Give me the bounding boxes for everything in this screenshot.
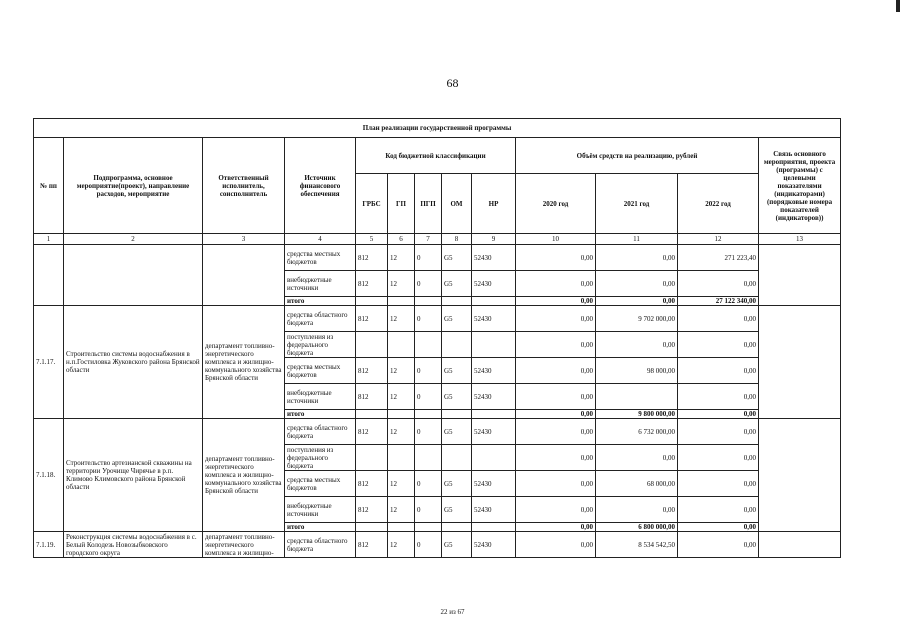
- amount-2021: 0,00: [596, 445, 678, 471]
- header-grbs: ГРБС: [356, 174, 388, 234]
- empty-code: [356, 410, 388, 419]
- grbs-code: 812: [356, 271, 388, 297]
- amount-2021: 98 000,00: [596, 358, 678, 384]
- amount-2021: 0,00: [596, 332, 678, 358]
- header-volume: Объём средств на реализацию, рублей: [516, 138, 759, 174]
- header-2022: 2022 год: [678, 174, 759, 234]
- nr-code: 52430: [472, 419, 516, 445]
- item-executor: департамент топливно-энергетического комплекса и жилищно-коммунального хозяйства Брянской области: [203, 419, 285, 532]
- col-number: 11: [596, 234, 678, 245]
- col-number: 2: [64, 234, 203, 245]
- total-2022: 0,00: [678, 410, 759, 419]
- grbs-code: 812: [356, 358, 388, 384]
- funding-source: средства областного бюджета: [285, 306, 356, 332]
- table-row: [34, 419, 841, 445]
- gp-code: [388, 332, 415, 358]
- item-name: Строительство артезианской скважины на территории Урочище Чирячье в р.п. Климово Климовского района Брянской области: [64, 419, 203, 532]
- header-2020: 2020 год: [516, 174, 596, 234]
- amount-2022: 0,00: [678, 419, 759, 445]
- table-row: [34, 532, 841, 558]
- amount-2022: 0,00: [678, 271, 759, 297]
- pgp-code: [415, 332, 442, 358]
- empty-code: [415, 297, 442, 306]
- amount-2020: 0,00: [516, 532, 596, 558]
- amount-2021: 68 000,00: [596, 471, 678, 497]
- col-number: 13: [759, 234, 841, 245]
- nr-code: [472, 445, 516, 471]
- amount-2021: 0,00: [596, 497, 678, 523]
- item-executor: департамент топливно-энергетического комплекса и жилищно-: [203, 532, 285, 558]
- funding-source: внебюджетные источники: [285, 497, 356, 523]
- total-2022: 0,00: [678, 523, 759, 532]
- link-cell: [759, 306, 841, 419]
- header-gp: ГП: [388, 174, 415, 234]
- om-code: G5: [442, 497, 472, 523]
- col-number: 3: [203, 234, 285, 245]
- amount-2020: 0,00: [516, 358, 596, 384]
- header-budget-code: Код бюджетной классификации: [356, 138, 516, 174]
- nr-code: 52430: [472, 306, 516, 332]
- funding-source: средства областного бюджета: [285, 419, 356, 445]
- empty-code: [388, 523, 415, 532]
- amount-2021: 8 534 542,50: [596, 532, 678, 558]
- pgp-code: [415, 445, 442, 471]
- pgp-code: 0: [415, 419, 442, 445]
- table-row: [34, 245, 841, 271]
- amount-2021: [596, 384, 678, 410]
- funding-source: средства местных бюджетов: [285, 245, 356, 271]
- column-number-row: [34, 234, 841, 245]
- amount-2022: 0,00: [678, 471, 759, 497]
- total-label: итого: [285, 523, 356, 532]
- header-executor: Ответственный исполнитель, соисполнитель: [203, 138, 285, 234]
- om-code: [442, 445, 472, 471]
- nr-code: 52430: [472, 245, 516, 271]
- amount-2022: 0,00: [678, 384, 759, 410]
- header-pgp: ПГП: [415, 174, 442, 234]
- total-2022: 27 122 340,00: [678, 297, 759, 306]
- om-code: G5: [442, 384, 472, 410]
- om-code: G5: [442, 532, 472, 558]
- amount-2020: 0,00: [516, 419, 596, 445]
- pgp-code: 0: [415, 245, 442, 271]
- amount-2021: 0,00: [596, 245, 678, 271]
- pgp-code: 0: [415, 358, 442, 384]
- link-cell: [759, 532, 841, 558]
- total-label: итого: [285, 410, 356, 419]
- amount-2022: 0,00: [678, 445, 759, 471]
- gp-code: 12: [388, 306, 415, 332]
- amount-2020: 0,00: [516, 471, 596, 497]
- gp-code: 12: [388, 471, 415, 497]
- om-code: G5: [442, 306, 472, 332]
- om-code: G5: [442, 271, 472, 297]
- amount-2021: 0,00: [596, 271, 678, 297]
- empty-code: [356, 297, 388, 306]
- link-cell: [759, 419, 841, 532]
- empty-code: [415, 410, 442, 419]
- pgp-code: 0: [415, 271, 442, 297]
- amount-2020: 0,00: [516, 497, 596, 523]
- gp-code: 12: [388, 532, 415, 558]
- nr-code: [472, 332, 516, 358]
- item-number: 7.1.19.: [34, 532, 64, 558]
- grbs-code: 812: [356, 471, 388, 497]
- col-number: 10: [516, 234, 596, 245]
- item-number: 7.1.17.: [34, 306, 64, 419]
- grbs-code: 812: [356, 532, 388, 558]
- header-source: Источник финансового обеспечения: [285, 138, 356, 234]
- total-label: итого: [285, 297, 356, 306]
- col-number: 5: [356, 234, 388, 245]
- grbs-code: [356, 332, 388, 358]
- grbs-code: 812: [356, 245, 388, 271]
- gp-code: 12: [388, 419, 415, 445]
- item-name: Строительство системы водоснабжения в н.п.Гостиловка Жуковского района Брянской области: [64, 306, 203, 419]
- item-number: 7.1.18.: [34, 419, 64, 532]
- om-code: G5: [442, 358, 472, 384]
- gp-code: 12: [388, 271, 415, 297]
- page-number: 68: [446, 76, 459, 90]
- gp-code: 12: [388, 245, 415, 271]
- nr-code: 52430: [472, 497, 516, 523]
- amount-2020: 0,00: [516, 332, 596, 358]
- grbs-code: 812: [356, 384, 388, 410]
- om-code: G5: [442, 419, 472, 445]
- amount-2022: 0,00: [678, 532, 759, 558]
- gp-code: 12: [388, 384, 415, 410]
- grbs-code: [356, 445, 388, 471]
- col-number: 6: [388, 234, 415, 245]
- table-row: [34, 306, 841, 332]
- empty-code: [388, 297, 415, 306]
- item-name: Реконструкция системы водоснабжения в с. Белый Колодезь Новозыбковского городского округа: [64, 532, 203, 558]
- name-cell: [64, 245, 203, 306]
- amount-2021: 9 702 000,00: [596, 306, 678, 332]
- amount-2022: 0,00: [678, 306, 759, 332]
- empty-code: [415, 523, 442, 532]
- header-om: ОМ: [442, 174, 472, 234]
- pgp-code: 0: [415, 471, 442, 497]
- col-number: 8: [442, 234, 472, 245]
- grbs-code: 812: [356, 306, 388, 332]
- header-nr: НР: [472, 174, 516, 234]
- total-2020: 0,00: [516, 410, 596, 419]
- om-code: G5: [442, 245, 472, 271]
- total-2021: 0,00: [596, 297, 678, 306]
- empty-code: [472, 523, 516, 532]
- col-number: 12: [678, 234, 759, 245]
- amount-2020: 0,00: [516, 445, 596, 471]
- empty-code: [442, 297, 472, 306]
- pgp-code: 0: [415, 306, 442, 332]
- funding-source: средства областного бюджета: [285, 532, 356, 558]
- funding-source: поступления из федерального бюджета: [285, 445, 356, 471]
- total-2021: 9 800 000,00: [596, 410, 678, 419]
- gp-code: 12: [388, 497, 415, 523]
- col-number: 1: [34, 234, 64, 245]
- table-title: План реализации государственной программы: [34, 119, 841, 138]
- amount-2020: 0,00: [516, 384, 596, 410]
- executor-cell: [203, 245, 285, 306]
- amount-2020: 0,00: [516, 271, 596, 297]
- grbs-code: 812: [356, 419, 388, 445]
- funding-source: внебюджетные источники: [285, 384, 356, 410]
- plan-table: [33, 118, 841, 558]
- amount-2020: 0,00: [516, 306, 596, 332]
- total-2020: 0,00: [516, 297, 596, 306]
- nr-code: 52430: [472, 532, 516, 558]
- col-number: 7: [415, 234, 442, 245]
- page-footer: 22 из 67: [440, 608, 465, 616]
- amount-2021: 6 732 000,00: [596, 419, 678, 445]
- empty-code: [356, 523, 388, 532]
- om-code: [442, 332, 472, 358]
- total-2020: 0,00: [516, 523, 596, 532]
- gp-code: [388, 445, 415, 471]
- col-number: 9: [472, 234, 516, 245]
- header-name: Подпрограмма, основное мероприятие(проект), направление расходов, мероприятие: [64, 138, 203, 234]
- header-num: № пп: [34, 138, 64, 234]
- header-2021: 2021 год: [596, 174, 678, 234]
- nr-code: 52430: [472, 358, 516, 384]
- amount-2022: 0,00: [678, 358, 759, 384]
- pgp-code: 0: [415, 497, 442, 523]
- pgp-code: 0: [415, 532, 442, 558]
- grbs-code: 812: [356, 497, 388, 523]
- nr-code: 52430: [472, 471, 516, 497]
- empty-code: [442, 523, 472, 532]
- amount-2022: 0,00: [678, 332, 759, 358]
- amount-2022: 0,00: [678, 497, 759, 523]
- nr-code: 52430: [472, 384, 516, 410]
- num-cell: [34, 245, 64, 306]
- item-executor: департамент топливно-энергетического комплекса и жилищно-коммунального хозяйства Брянской области: [203, 306, 285, 419]
- nr-code: 52430: [472, 271, 516, 297]
- om-code: G5: [442, 471, 472, 497]
- empty-code: [388, 410, 415, 419]
- funding-source: поступления из федерального бюджета: [285, 332, 356, 358]
- total-2021: 6 800 000,00: [596, 523, 678, 532]
- pgp-code: 0: [415, 384, 442, 410]
- funding-source: средства местных бюджетов: [285, 358, 356, 384]
- funding-source: внебюджетные источники: [285, 271, 356, 297]
- header-link: Связь основного мероприятия, проекта (программы) с целевыми показателями (индикаторами) (порядковые номера показателей (индикаторов)): [759, 138, 841, 234]
- amount-2020: 0,00: [516, 245, 596, 271]
- empty-code: [472, 410, 516, 419]
- empty-code: [442, 410, 472, 419]
- amount-2022: 271 223,40: [678, 245, 759, 271]
- col-number: 4: [285, 234, 356, 245]
- scan-mark: [896, 0, 900, 12]
- empty-code: [472, 297, 516, 306]
- link-cell: [759, 245, 841, 306]
- funding-source: средства местных бюджетов: [285, 471, 356, 497]
- gp-code: 12: [388, 358, 415, 384]
